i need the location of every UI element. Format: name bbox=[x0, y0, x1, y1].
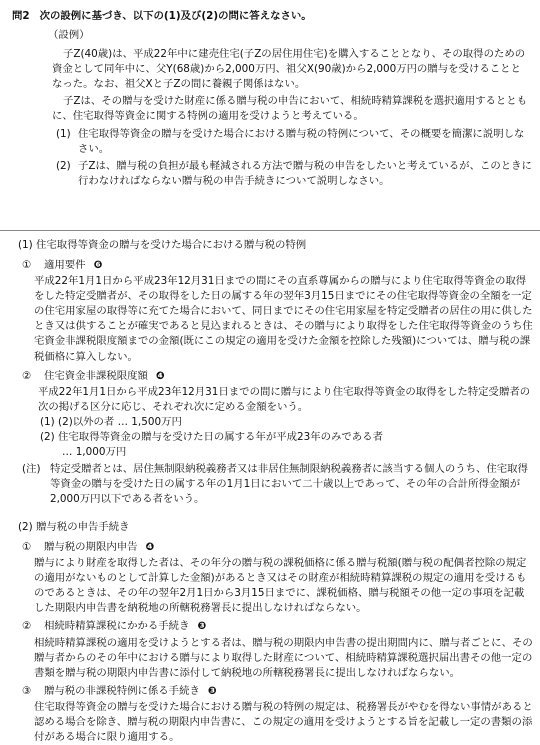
note-label: (注) bbox=[22, 463, 41, 476]
score-badge: ❸ bbox=[197, 620, 207, 633]
answer-section-1 bbox=[18, 238, 534, 507]
list-number: (1) bbox=[40, 415, 55, 428]
item-heading bbox=[22, 369, 534, 384]
list-tail: … 1,000万円 bbox=[62, 446, 127, 459]
item-label: 贈与税の期限内申告 bbox=[44, 541, 138, 554]
item-body: 相続時精算課税の適用を受けようとする者は、贈与税の期限内申告書の提出期間内に、贈与者ごとに、その贈与者からのその年中における贈与により取得した財産について、相続時精算課税選択届出書その他一定の書類を贈与税の期限内申告書に添付して納税地の所轄税務署長に提出しなければならない。 bbox=[34, 636, 533, 679]
list-item bbox=[40, 430, 534, 445]
score-badge: ❻ bbox=[93, 259, 103, 272]
answer-section-2 bbox=[18, 520, 534, 745]
item-number: ② bbox=[22, 620, 32, 633]
sub-question-number: (2) bbox=[56, 159, 71, 172]
item-heading bbox=[22, 619, 534, 634]
sub-question bbox=[56, 159, 534, 189]
list-text: 住宅取得等資金の贈与を受けた日の属する年が平成23年のみである者 bbox=[58, 430, 383, 443]
note-text: 特定受贈者とは、居住無制限納税義務者又は非居住無制限納税義務者に該当する個人のうち、住宅取得等資金の贈与を受けた日の属する年の1月1日において二十歳以上であって、その年の合計所得金額が2,000万円以下である者をいう。 bbox=[50, 463, 528, 506]
note bbox=[22, 462, 534, 507]
item-number: ① bbox=[22, 259, 32, 272]
score-badge: ❹ bbox=[155, 369, 165, 382]
case-paragraph: 子Zは、その贈与を受けた財産に係る贈与税の申告において、相続時精算課税を選択適用するとともに、住宅取得等資金に関する特例の適用を受けようと考えている。 bbox=[52, 95, 528, 123]
sub-question-number: (1) bbox=[56, 127, 71, 140]
item-heading bbox=[22, 258, 534, 273]
question-prompt: 次の設例に基づき、以下の(1)及び(2)の問に答えなさい。 bbox=[39, 10, 312, 22]
item-label: 相続時精算課税にかかる手続き bbox=[44, 620, 190, 633]
item-label: 贈与税の非課税特例に係る手続き bbox=[44, 684, 200, 697]
section-title: (1) 住宅取得等資金の贈与を受けた場合における贈与税の特例 bbox=[18, 239, 307, 251]
item-number: ② bbox=[22, 369, 32, 382]
item-number: ③ bbox=[22, 684, 32, 697]
question-heading bbox=[12, 9, 534, 24]
list-text: (2)以外の者 … 1,500万円 bbox=[58, 415, 182, 428]
divider bbox=[0, 230, 540, 231]
score-badge: ❸ bbox=[207, 684, 217, 697]
section-title: (2) 贈与税の申告手続き bbox=[18, 521, 130, 533]
list-number: (2) bbox=[40, 430, 55, 443]
item-body: 平成22年1月1日から平成23年12月31日までの間に贈与により住宅取得等資金の取得をした特定受贈者の次の掲げる区分に応じ、それぞれ次に定める金額をいう。 bbox=[38, 385, 531, 413]
question-block bbox=[12, 9, 534, 189]
score-badge: ❹ bbox=[145, 541, 155, 554]
item-body: 平成22年1月1日から平成23年12月31日までの間にその直系尊属からの贈与により住宅取得等資金の取得をした特定受贈者が、その取得をした日の属する年の翌年3月15日までにその住宅取得等資金の全額を一定の住宅用家屋の取得等に充てた場合において、同日までにその住宅用家屋を特定受贈者の居住の用に供したとき又は供することが確実であると見込まれるときは、その贈与により取得をした住宅取得等資金のうち住宅資金非課税限度額までの金額(既にこの規定の適用を受けた金額を控除した残額)については、贈与税の課税価格に算入しない。 bbox=[34, 275, 533, 363]
sub-question-text: 子Zは、贈与税の負担が最も軽減される方法で贈与税の申告をしたいと考えているが、このときに行わなければならない贈与税の申告手続きについて説明しなさい。 bbox=[78, 159, 532, 187]
item-heading bbox=[22, 540, 534, 555]
item-label: 適用要件 bbox=[44, 259, 86, 272]
item-body: 贈与により財産を取得した者は、その年分の贈与税の課税価格に係る贈与税額(贈与税の配偶者控除の規定の適用がないものとして計算した金額)があるとき又はその財産が相続時精算課税の規定の適用を受けるものであるときは、その年の翌年2月1日から3月15日までに、課税価格、贈与税額その他一定の事項を記載した期限内申告書を納税地の所轄税務署長に提出しなければならない。 bbox=[34, 557, 527, 615]
sub-question bbox=[56, 127, 534, 157]
question-number: 問2 bbox=[12, 10, 30, 22]
case-label: （設例） bbox=[48, 29, 90, 42]
item-heading bbox=[22, 684, 534, 699]
case-paragraph: 子Z(40歳)は、平成22年中に建売住宅(子Zの居住用住宅)を購入することとなり、その取得のための資金として同年中に、父Y(68歳)から2,000万円、祖父X(90歳)から2,000万円の贈与を受けることとなった。なお、祖父Xと子Zの間に養親子関係はない。 bbox=[52, 48, 526, 91]
item-label: 住宅資金非課税限度額 bbox=[44, 369, 148, 382]
item-number: ① bbox=[22, 541, 32, 554]
sub-question-text: 住宅取得等資金の贈与を受けた場合における贈与税の特例について、その概要を簡潔に説明しなさい。 bbox=[78, 127, 525, 155]
item-body: 住宅取得等資金の贈与を受けた場合における贈与税の特例の規定は、税務署長がやむを得ない事情があると認める場合を除き、贈与税の期限内申告書に、この規定の適用を受けようとする旨を記載し一定の書類の添付がある場合に限り適用する。 bbox=[34, 700, 533, 744]
list-item bbox=[40, 415, 534, 430]
